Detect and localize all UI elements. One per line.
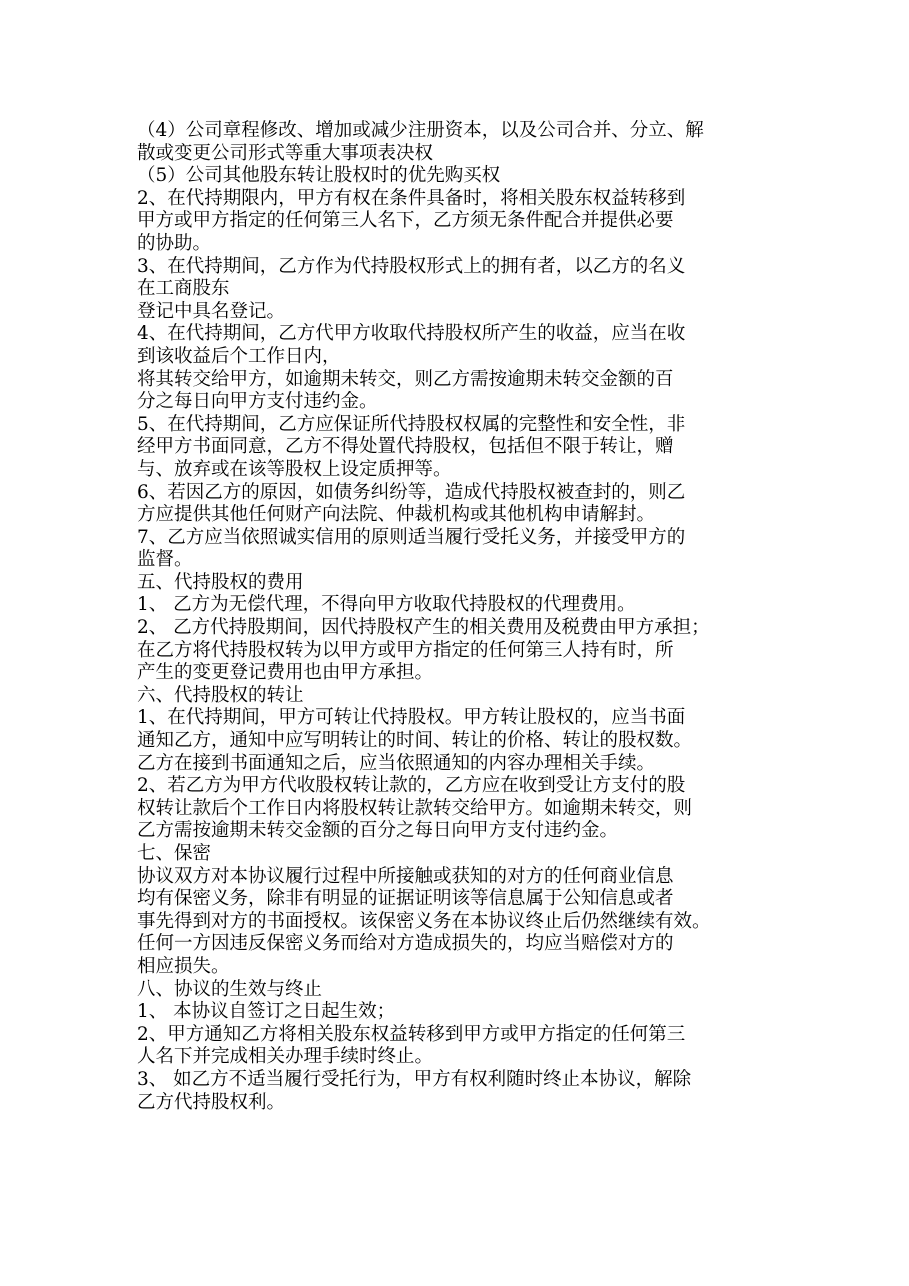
text-line: 5、在代持期间，乙方应保证所代持股权权属的完整性和安全性，非: [137, 413, 686, 435]
text-line: 通知乙方，通知中应写明转让的时间、转让的价格、转让的股权数。: [137, 730, 693, 752]
text-line: 人名下并完成相关办理手续时终止。: [137, 1046, 434, 1068]
text-line: 均有保密义务，除非有明显的证据证明该等信息属于公知信息或者: [137, 888, 674, 910]
text-line: 协议双方对本协议履行过程中所接触或获知的对方的任何商业信息: [137, 865, 674, 887]
text-line: （4）公司章程修改、增加或减少注册资本，以及公司合并、分立、解: [137, 120, 704, 141]
text-line: 产生的变更登记费用也由甲方承担。: [137, 662, 434, 684]
text-line: 1、 乙方为无偿代理，不得向甲方收取代持股权的代理费用。: [137, 594, 636, 616]
text-line: 监督。: [137, 549, 193, 571]
text-line: 甲方或甲方指定的任何第三人名下，乙方须无条件配合并提供必要: [137, 210, 674, 232]
text-line: 2、 乙方代持股期间，因代持股权产生的相关费用及税费由甲方承担；: [137, 617, 710, 639]
text-line: 事先得到对方的书面授权。该保密义务在本协议终止后仍然继续有效。: [137, 910, 711, 932]
text-line: 7、乙方应当依照诚实信用的原则适当履行受托义务，并接受甲方的: [137, 526, 686, 548]
text-line: 在乙方将代持股权转为以甲方或甲方指定的任何第三人持有时，所: [137, 639, 674, 661]
text-line: 分之每日向甲方支付违约金。: [137, 391, 378, 413]
text-line: 3、 如乙方不适当履行受托行为，甲方有权利随时终止本协议，解除: [137, 1068, 692, 1090]
text-line: 6、若因乙方的原因，如债务纠纷等，造成代持股权被查封的，则乙: [137, 481, 686, 503]
text-line: 乙方在接到书面通知之后，应当依照通知的内容办理相关手续。: [137, 752, 656, 774]
text-line: 散或变更公司形式等重大事项表决权: [137, 142, 434, 164]
text-line: 相应损失。: [137, 955, 230, 977]
text-line: 在工商股东: [137, 278, 230, 300]
text-line: 任何一方因违反保密义务而给对方造成损失的，均应当赔偿对方的: [137, 933, 674, 955]
text-line: 权转让款后个工作日内将股权转让款转交给甲方。如逾期未转交，则: [137, 797, 693, 819]
text-line: 1、在代持期间，甲方可转让代持股权。甲方转让股权的，应当书面: [137, 707, 686, 729]
text-line: 3、在代持期间，乙方作为代持股权形式上的拥有者，以乙方的名义: [137, 255, 686, 277]
text-line: 2、甲方通知乙方将相关股东权益转移到甲方或甲方指定的任何第三: [137, 1023, 686, 1045]
text-line: 与、放弃或在该等股权上设定质押等。: [137, 458, 452, 480]
text-line: 到该收益后个工作日内，: [137, 345, 341, 367]
text-line: （5）公司其他股东转让股权时的优先购买权: [137, 165, 501, 187]
document-body: [137, 120, 777, 1114]
text-line: 乙方需按逾期未转交金额的百分之每日向甲方支付违约金。: [137, 820, 619, 842]
section-heading: 六、代持股权的转让: [137, 684, 304, 706]
text-line: 将其转交给甲方，如逾期未转交，则乙方需按逾期未转交金额的百: [137, 368, 674, 390]
text-line: 的协助。: [137, 232, 212, 254]
text-line: 经甲方书面同意，乙方不得处置代持股权，包括但不限于转让，赠: [137, 436, 674, 458]
section-heading: 五、代持股权的费用: [137, 571, 304, 593]
section-heading: 八、协议的生效与终止: [137, 978, 323, 1000]
text-line: 4、在代持期间，乙方代甲方收取代持股权所产生的收益，应当在收: [137, 323, 686, 345]
text-line: 2、在代持期限内，甲方有权在条件具备时，将相关股东权益转移到: [137, 187, 686, 209]
text-line: 1、 本协议自签订之日起生效；: [137, 1001, 396, 1023]
text-line: 登记中具名登记。: [137, 300, 286, 322]
text-line: 2、若乙方为甲方代收股权转让款的，乙方应在收到受让方支付的股: [137, 775, 686, 797]
text-line: 方应提供其他任何财产向法院、仲裁机构或其他机构申请解封。: [137, 504, 656, 526]
section-heading: 七、保密: [137, 843, 212, 864]
text-line: 乙方代持股权利。: [137, 1091, 286, 1113]
